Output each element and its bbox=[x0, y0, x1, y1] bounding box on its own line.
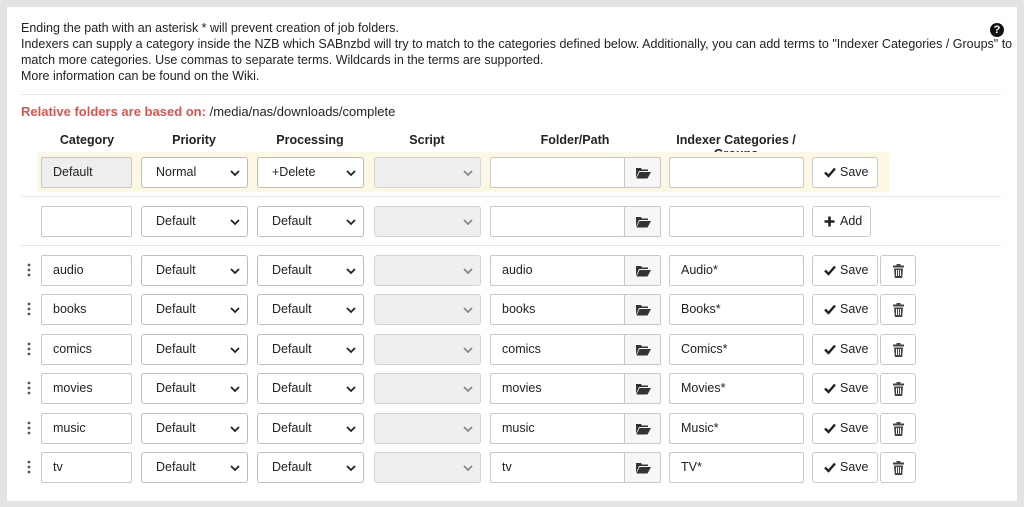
indexer-groups-input[interactable] bbox=[669, 206, 804, 237]
folder-open-icon bbox=[636, 167, 651, 179]
chevron-down-icon bbox=[229, 304, 241, 316]
indexer-groups-input[interactable]: Comics* bbox=[669, 334, 804, 365]
info-text bbox=[21, 20, 1013, 84]
indexer-groups-input[interactable]: Books* bbox=[669, 294, 804, 325]
select-value: Default bbox=[156, 381, 196, 395]
select-value: Default bbox=[156, 421, 196, 435]
category-name-input[interactable]: music bbox=[41, 413, 132, 444]
category-name-input[interactable]: comics bbox=[41, 334, 132, 365]
trash-icon bbox=[893, 264, 904, 278]
select-value: Default bbox=[272, 421, 312, 435]
category-name-input[interactable]: tv bbox=[41, 452, 132, 483]
trash-icon bbox=[893, 303, 904, 317]
divider bbox=[21, 94, 1001, 95]
chevron-down-icon bbox=[462, 265, 474, 277]
browse-folder-button[interactable] bbox=[624, 452, 661, 483]
category-name-input[interactable]: audio bbox=[41, 255, 132, 286]
select-value: Normal bbox=[156, 165, 197, 179]
save-button[interactable] bbox=[812, 255, 878, 286]
select-value: Default bbox=[272, 460, 312, 474]
check-icon bbox=[824, 167, 836, 178]
script-select[interactable] bbox=[374, 452, 481, 483]
folder-path-input[interactable] bbox=[490, 157, 625, 188]
save-button[interactable] bbox=[812, 334, 878, 365]
drag-handle-icon[interactable] bbox=[27, 302, 31, 316]
check-icon bbox=[824, 304, 836, 315]
select-value: Default bbox=[156, 214, 196, 228]
indexer-groups-input[interactable]: Movies* bbox=[669, 373, 804, 404]
chevron-down-icon bbox=[229, 462, 241, 474]
plus-icon bbox=[824, 216, 835, 227]
categories-panel bbox=[7, 7, 1017, 501]
info-line: More information can be found on the Wiki. bbox=[21, 69, 260, 83]
script-select[interactable] bbox=[374, 294, 481, 325]
category-name-input[interactable]: movies bbox=[41, 373, 132, 404]
script-select[interactable] bbox=[374, 413, 481, 444]
delete-button[interactable] bbox=[880, 294, 916, 325]
processing-select[interactable] bbox=[257, 373, 364, 404]
chevron-down-icon bbox=[462, 383, 474, 395]
priority-select[interactable] bbox=[141, 157, 248, 188]
processing-select[interactable] bbox=[257, 413, 364, 444]
processing-select[interactable] bbox=[257, 452, 364, 483]
script-select[interactable] bbox=[374, 157, 481, 188]
check-icon bbox=[824, 423, 836, 434]
column-header-script: Script bbox=[409, 133, 445, 147]
folder-open-icon bbox=[636, 265, 651, 277]
folder-path-input[interactable]: audio bbox=[490, 255, 625, 286]
select-value: Default bbox=[156, 460, 196, 474]
drag-handle-icon[interactable] bbox=[27, 342, 31, 356]
chevron-down-icon bbox=[229, 423, 241, 435]
check-icon bbox=[824, 462, 836, 473]
info-line: Ending the path with an asterisk * will prevent creation of job folders. bbox=[21, 21, 399, 35]
chevron-down-icon bbox=[345, 304, 357, 316]
browse-folder-button[interactable] bbox=[624, 334, 661, 365]
chevron-down-icon bbox=[229, 344, 241, 356]
browse-folder-button[interactable] bbox=[624, 157, 661, 188]
category-name-input[interactable]: books bbox=[41, 294, 132, 325]
save-label: Save bbox=[840, 263, 869, 277]
trash-icon bbox=[893, 461, 904, 475]
relative-folders-label: Relative folders are based on: bbox=[21, 104, 206, 119]
select-value: +Delete bbox=[272, 165, 316, 179]
chevron-down-icon bbox=[462, 423, 474, 435]
chevron-down-icon bbox=[345, 462, 357, 474]
chevron-down-icon bbox=[229, 216, 241, 228]
script-select[interactable] bbox=[374, 334, 481, 365]
save-label: Save bbox=[840, 302, 869, 316]
processing-select[interactable] bbox=[257, 334, 364, 365]
trash-icon bbox=[893, 343, 904, 357]
chevron-down-icon bbox=[345, 423, 357, 435]
category-name-field: Default bbox=[41, 157, 132, 188]
indexer-groups-input[interactable]: Audio* bbox=[669, 255, 804, 286]
column-header-processing: Processing bbox=[276, 133, 344, 147]
new-category-name-input[interactable] bbox=[41, 206, 132, 237]
folder-open-icon bbox=[636, 383, 651, 395]
processing-select[interactable] bbox=[257, 157, 364, 188]
relative-folders-path: /media/nas/downloads/complete bbox=[209, 104, 396, 119]
check-icon bbox=[824, 383, 836, 394]
save-button[interactable] bbox=[812, 294, 878, 325]
delete-button[interactable] bbox=[880, 413, 916, 444]
folder-open-icon bbox=[636, 423, 651, 435]
folder-path-input[interactable]: movies bbox=[490, 373, 625, 404]
select-value: Default bbox=[272, 381, 312, 395]
browse-folder-button[interactable] bbox=[624, 255, 661, 286]
select-value: Default bbox=[156, 263, 196, 277]
chevron-down-icon bbox=[345, 265, 357, 277]
folder-open-icon bbox=[636, 344, 651, 356]
help-icon[interactable]: ? bbox=[990, 23, 1004, 37]
chevron-down-icon bbox=[462, 462, 474, 474]
folder-path-input[interactable]: music bbox=[490, 413, 625, 444]
save-label: Save bbox=[840, 165, 869, 179]
delete-button[interactable] bbox=[880, 255, 916, 286]
priority-select[interactable] bbox=[141, 294, 248, 325]
column-header-priority: Priority bbox=[172, 133, 216, 147]
chevron-down-icon bbox=[229, 265, 241, 277]
priority-select[interactable] bbox=[141, 413, 248, 444]
script-select[interactable] bbox=[374, 373, 481, 404]
select-value: Default bbox=[272, 302, 312, 316]
divider bbox=[21, 196, 1001, 197]
info-line: Indexers can supply a category inside the NZB which SABnzbd will try to match to the categories defined below. Additionally, you can add terms to "Indexer Categories / Groups" to bbox=[21, 37, 1013, 51]
drag-handle-icon[interactable] bbox=[27, 263, 31, 277]
chevron-down-icon bbox=[345, 344, 357, 356]
browse-folder-button[interactable] bbox=[624, 294, 661, 325]
chevron-down-icon bbox=[462, 304, 474, 316]
chevron-down-icon bbox=[229, 383, 241, 395]
processing-select[interactable] bbox=[257, 255, 364, 286]
column-header-folder: Folder/Path bbox=[540, 133, 610, 147]
script-select[interactable] bbox=[374, 255, 481, 286]
divider bbox=[21, 245, 1001, 246]
processing-select[interactable] bbox=[257, 206, 364, 237]
chevron-down-icon bbox=[345, 383, 357, 395]
add-button[interactable] bbox=[812, 206, 871, 237]
chevron-down-icon bbox=[345, 167, 357, 179]
folder-open-icon bbox=[636, 462, 651, 474]
save-button[interactable] bbox=[812, 373, 878, 404]
delete-button[interactable] bbox=[880, 334, 916, 365]
folder-path-input[interactable]: books bbox=[490, 294, 625, 325]
indexer-groups-input[interactable]: TV* bbox=[669, 452, 804, 483]
select-value: Default bbox=[156, 342, 196, 356]
save-button[interactable] bbox=[812, 157, 878, 188]
info-line: match more categories. Use commas to separate terms. Wildcards in the terms are supported. bbox=[21, 53, 544, 67]
folder-path-input[interactable] bbox=[490, 206, 625, 237]
trash-icon bbox=[893, 382, 904, 396]
check-icon bbox=[824, 265, 836, 276]
chevron-down-icon bbox=[462, 344, 474, 356]
select-value: Default bbox=[156, 302, 196, 316]
delete-button[interactable] bbox=[880, 452, 916, 483]
folder-path-input[interactable]: tv bbox=[490, 452, 625, 483]
folder-open-icon bbox=[636, 304, 651, 316]
column-header-category: Category bbox=[59, 133, 115, 147]
priority-select[interactable] bbox=[141, 334, 248, 365]
trash-icon bbox=[893, 422, 904, 436]
priority-select[interactable] bbox=[141, 452, 248, 483]
save-label: Save bbox=[840, 421, 869, 435]
select-value: Default bbox=[272, 263, 312, 277]
chevron-down-icon bbox=[462, 216, 474, 228]
select-value: Default bbox=[272, 342, 312, 356]
check-icon bbox=[824, 344, 836, 355]
processing-select[interactable] bbox=[257, 294, 364, 325]
save-label: Save bbox=[840, 381, 869, 395]
chevron-down-icon bbox=[462, 167, 474, 179]
drag-handle-icon[interactable] bbox=[27, 460, 31, 474]
priority-select[interactable] bbox=[141, 255, 248, 286]
save-label: Save bbox=[840, 460, 869, 474]
drag-handle-icon[interactable] bbox=[27, 381, 31, 395]
browse-folder-button[interactable] bbox=[624, 206, 661, 237]
save-label: Save bbox=[840, 342, 869, 356]
script-select[interactable] bbox=[374, 206, 481, 237]
drag-handle-icon[interactable] bbox=[27, 421, 31, 435]
browse-folder-button[interactable] bbox=[624, 373, 661, 404]
save-button[interactable] bbox=[812, 413, 878, 444]
chevron-down-icon bbox=[345, 216, 357, 228]
folder-path-input[interactable]: comics bbox=[490, 334, 625, 365]
folder-open-icon bbox=[636, 216, 651, 228]
relative-folders bbox=[21, 104, 395, 119]
priority-select[interactable] bbox=[141, 373, 248, 404]
save-button[interactable] bbox=[812, 452, 878, 483]
chevron-down-icon bbox=[229, 167, 241, 179]
column-header-groups: Indexer Categories / bbox=[676, 133, 796, 147]
indexer-groups-input[interactable]: Music* bbox=[669, 413, 804, 444]
indexer-groups-input[interactable] bbox=[669, 157, 804, 188]
select-value: Default bbox=[272, 214, 312, 228]
priority-select[interactable] bbox=[141, 206, 248, 237]
delete-button[interactable] bbox=[880, 373, 916, 404]
add-label: Add bbox=[840, 214, 863, 228]
browse-folder-button[interactable] bbox=[624, 413, 661, 444]
